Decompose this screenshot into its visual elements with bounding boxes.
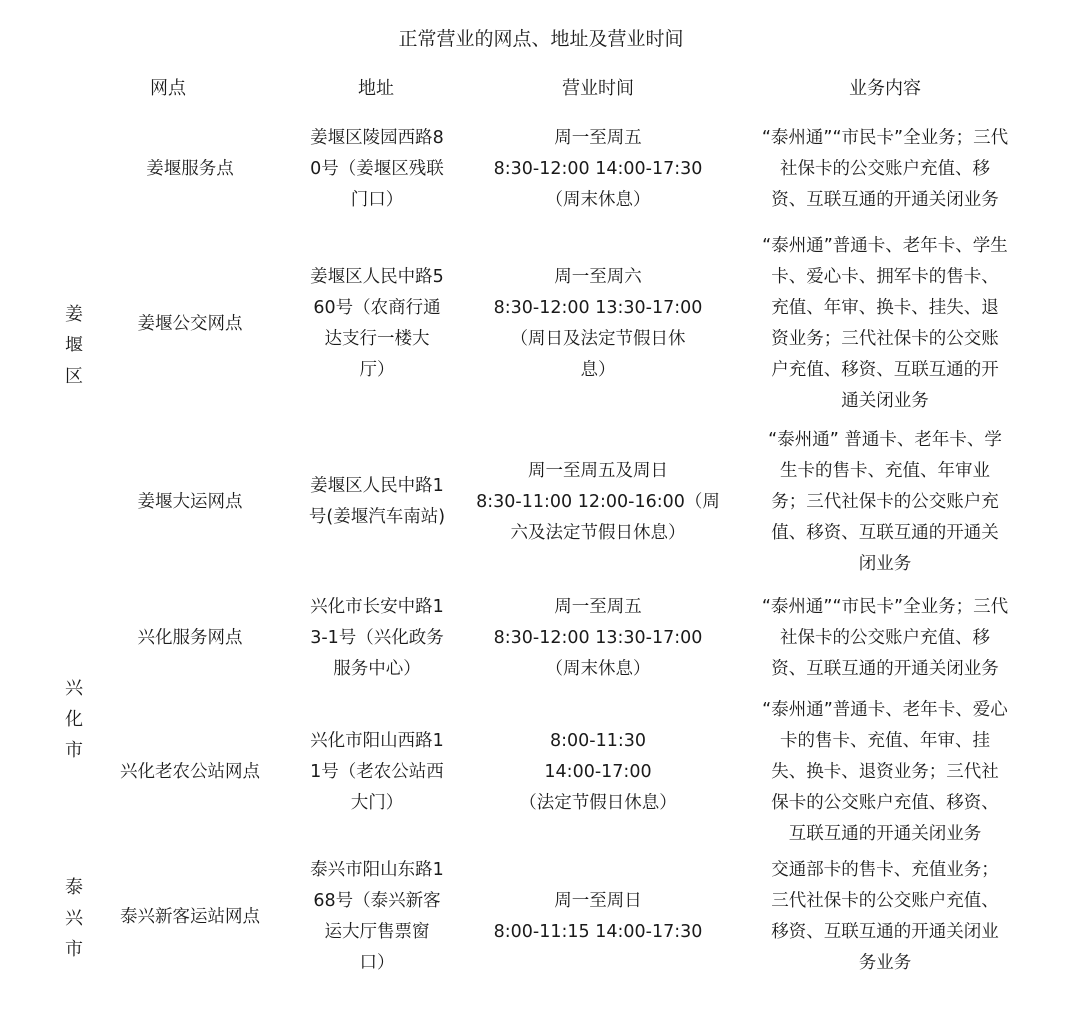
outlet-address: 姜堰区人民中路5 60号（农商行通 达支行一楼大 厅） [310, 267, 444, 380]
outlet-hours: 周一至周五 8:30-12:00 13:30-17:00 （周末休息） [493, 596, 703, 679]
outlet-hours: 8:00-11:30 14:00-17:00 （法定节假日休息） [519, 730, 677, 813]
outlet-hours: 周一至周日 8:00-11:15 14:00-17:30 [493, 891, 703, 942]
district-xinghua: 兴 化 市 [65, 677, 83, 761]
outlet-business: “泰州通”普通卡、老年卡、爱心 卡的售卡、充值、年审、挂 失、换卡、退资业务；三代社 保卡的公交账户充值、移资、 互联互通的开通关闭业务 [762, 699, 1008, 844]
outlet-name: 姜堰公交网点 [137, 313, 243, 334]
district-jiangyan: 姜 堰 区 [65, 303, 83, 387]
outlet-address: 泰兴市阳山东路1 68号（泰兴新客 运大厅售票窗 口） [310, 860, 444, 973]
table-row [0, 692, 1082, 852]
table-row [0, 120, 1082, 218]
header-business: 业务内容 [849, 78, 921, 99]
outlet-address: 姜堰区陵园西路8 0号（姜堰区残联 门口） [310, 127, 444, 210]
table-row [0, 228, 1082, 420]
outlet-name: 姜堰大运网点 [137, 491, 243, 512]
header-outlet: 网点 [150, 78, 186, 99]
header-hours: 营业时间 [562, 78, 634, 99]
outlet-business: “泰州通” 普通卡、老年卡、学 生卡的售卡、充值、年审业 务；三代社保卡的公交账户充 值、移资、互联互通的开通关 闭业务 [768, 429, 1002, 574]
outlet-business: “泰州通”普通卡、老年卡、学生 卡、爱心卡、拥军卡的售卡、 充值、年审、换卡、挂失、退 资业务；三代社保卡的公交账 户充值、移资、互联互通的开 通关闭业务 [762, 236, 1008, 411]
outlet-name: 兴化老农公站网点 [120, 761, 260, 782]
outlet-address: 兴化市阳山西路1 1号（老农公站西 大门） [310, 730, 444, 813]
outlet-name: 姜堰服务点 [146, 158, 234, 179]
header-address: 地址 [358, 78, 394, 99]
table-row [0, 852, 1082, 982]
outlet-hours: 周一至周六 8:30-12:00 13:30-17:00 （周日及法定节假日休 息） [493, 267, 703, 380]
page-title: 正常营业的网点、地址及营业时间 [398, 28, 684, 50]
outlet-name: 兴化服务网点 [137, 627, 243, 648]
outlet-business: 交通部卡的售卡、充值业务； 三代社保卡的公交账户充值、 移资、互联互通的开通关闭业 务业务 [771, 860, 999, 973]
outlet-hours: 周一至周五 8:30-12:00 14:00-17:30 （周末休息） [493, 127, 703, 210]
outlet-business: “泰州通”“市民卡”全业务；三代 社保卡的公交账户充值、移 资、互联互通的开通关闭业务 [761, 127, 1009, 210]
outlet-address: 兴化市长安中路1 3-1号（兴化政务 服务中心） [310, 596, 444, 679]
outlet-address: 姜堰区人民中路1 号(姜堰汽车南站) [308, 476, 446, 527]
table-row [0, 589, 1082, 687]
outlet-hours: 周一至周五及周日 8:30-11:00 12:00-16:00（周 六及法定节假日休息） [476, 460, 720, 543]
district-taixing: 泰 兴 市 [65, 876, 83, 960]
outlet-business: “泰州通”“市民卡”全业务；三代 社保卡的公交账户充值、移 资、互联互通的开通关闭业务 [761, 596, 1009, 679]
table-row [0, 422, 1082, 582]
outlet-name: 泰兴新客运站网点 [120, 906, 260, 927]
